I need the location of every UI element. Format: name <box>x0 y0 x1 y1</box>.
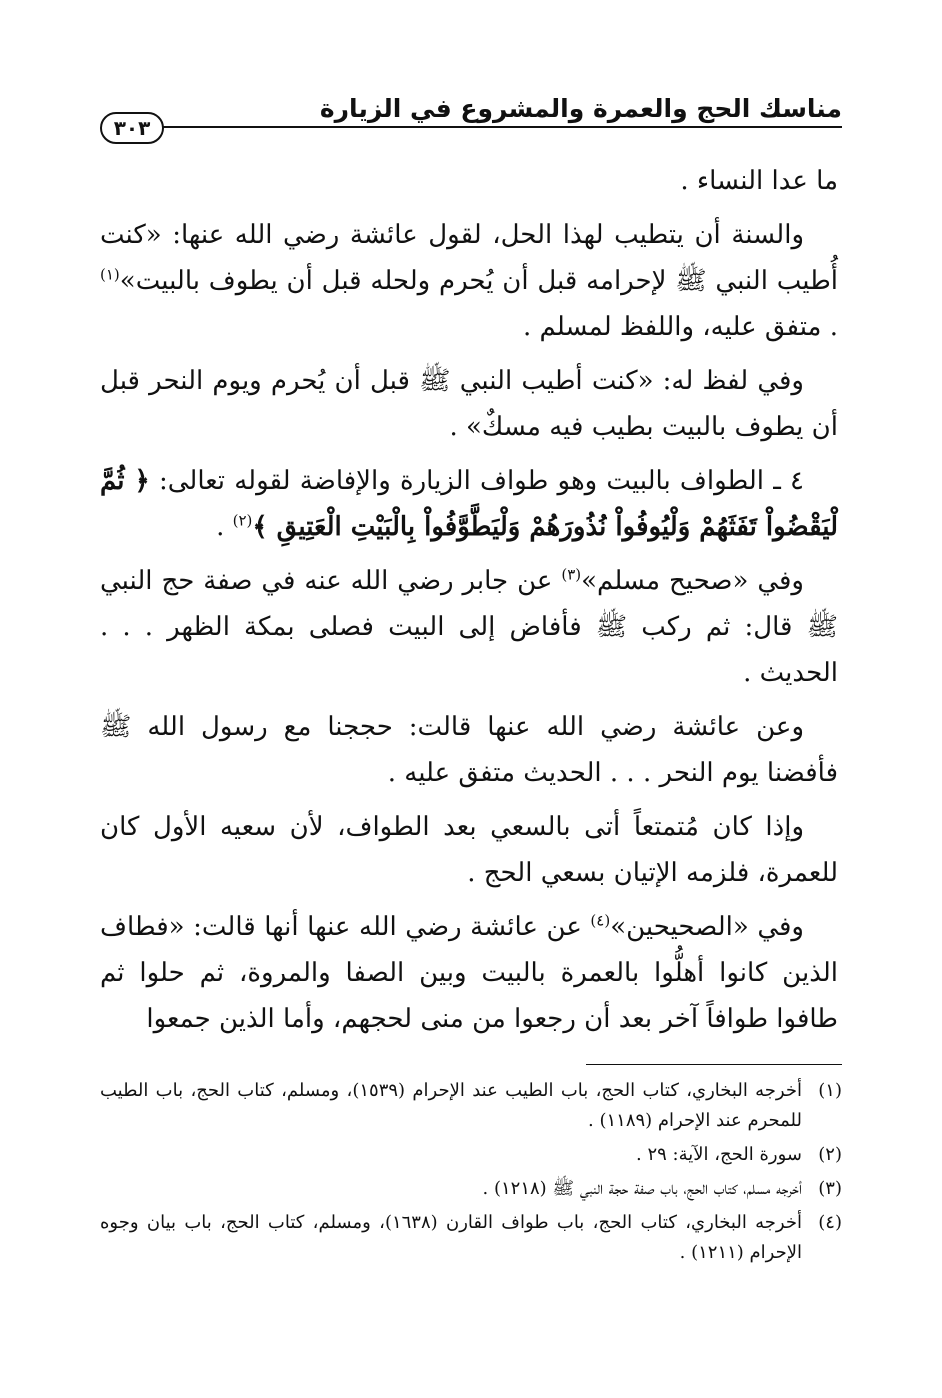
footnote: (١)أخرجه البخاري، كتاب الحج، باب الطيب عند الإحرام (١٥٣٩)، ومسلم، كتاب الحج، باب الطيب للمحرم عند الإحرام (١١٨٩) . <box>100 1076 842 1136</box>
book-title: مناسك الحج والعمرة والمشروع في الزيارة <box>319 94 842 123</box>
paragraph: وفي «صحيح مسلم»$^{(٣)}$ عن جابر رضي الله عنه في صفة حج النبي ﷺ قال: ثم ركب ﷺ فأفاض إلى البيت فصلى بمكة الظهر . . . الحديث . <box>100 565 838 688</box>
footnote-divider <box>586 1064 842 1065</box>
footnote-reference: (٣) <box>561 565 582 584</box>
footnote-reference: (٢) <box>232 511 253 530</box>
footnote: (٤)أخرجه البخاري، كتاب الحج، باب طواف القارن (١٦٣٨)، ومسلم، كتاب الحج، باب بيان وجوه الإحرام (١٢١١) . <box>100 1208 842 1268</box>
page-number: ٣٠٣ <box>100 112 164 144</box>
footnote: (٢)سورة الحج، الآية: ٢٩ . <box>100 1140 842 1170</box>
paragraph: والسنة أن يتطيب لهذا الحل، لقول عائشة رضي الله عنها: «كنت أُطيب النبي ﷺ لإحرامه قبل أن يُحرم ولحله قبل أن يطوف بالبيت»$^{(١)}$ . متفق عليه، واللفظ لمسلم . <box>100 220 838 342</box>
main-text <box>100 158 838 1050</box>
footnote-number: (٢) <box>818 1144 842 1165</box>
footnote-number: (١) <box>818 1080 842 1101</box>
footnote-number: (٣) <box>818 1178 842 1199</box>
footnote-reference: (١) <box>100 265 120 284</box>
header-rule <box>150 126 842 128</box>
paragraph: ٤ ـ الطواف بالبيت وهو طواف الزيارة والإفاضة لقوله تعالى: ﴿ ثُمَّ لْيَقْضُواْ تَفَثَهُمْ وَلْيُوفُواْ نُذُورَهُمْ وَلْيَطَّوَّفُواْ بِالْبَيْتِ الْعَتِيقِ ﴾$^{(٢)}$ . <box>100 466 838 542</box>
footnote-number: (٤) <box>818 1212 842 1233</box>
footnotes <box>100 1076 842 1272</box>
quran-verse: ﴿ ثُمَّ لْيَقْضُواْ تَفَثَهُمْ وَلْيُوفُواْ نُذُورَهُمْ وَلْيَطَّوَّفُواْ بِالْبَيْتِ الْعَتِيقِ ﴾ <box>100 466 838 542</box>
paragraph: وعن عائشة رضي الله عنها قالت: حججنا مع رسول الله ﷺ فأفضنا يوم النحر . . . الحديث متفق عليه . <box>100 712 838 788</box>
paragraph: وإذا كان مُتمتعاً أتى بالسعي بعد الطواف، لأن سعيه الأول كان للعمرة، فلزمه الإتيان بسعي الحج . <box>100 812 838 888</box>
footnote: (٣)أخرجه مسلم، كتاب الحج، باب صفة حجة النبي ﷺ (١٢١٨) . <box>100 1174 842 1204</box>
footnote-reference: (٤) <box>590 911 611 930</box>
paragraph: وفي لفظ له: «كنت أطيب النبي ﷺ قبل أن يُحرم ويوم النحر قبل أن يطوف بالبيت بطيب فيه مسكٌ» . <box>100 366 838 442</box>
running-header <box>100 92 842 138</box>
paragraph: ما عدا النساء . <box>680 166 838 196</box>
paragraph: وفي «الصحيحين»$^{(٤)}$ عن عائشة رضي الله عنها أنها قالت: «فطاف الذين كانوا أهلُّوا بالعمرة بالبيت وبين الصفا والمروة، ثم حلوا ثم طافوا طوافاً آخر بعد أن رجعوا من منى لحجهم، وأما الذين جمعوا <box>100 911 838 1034</box>
